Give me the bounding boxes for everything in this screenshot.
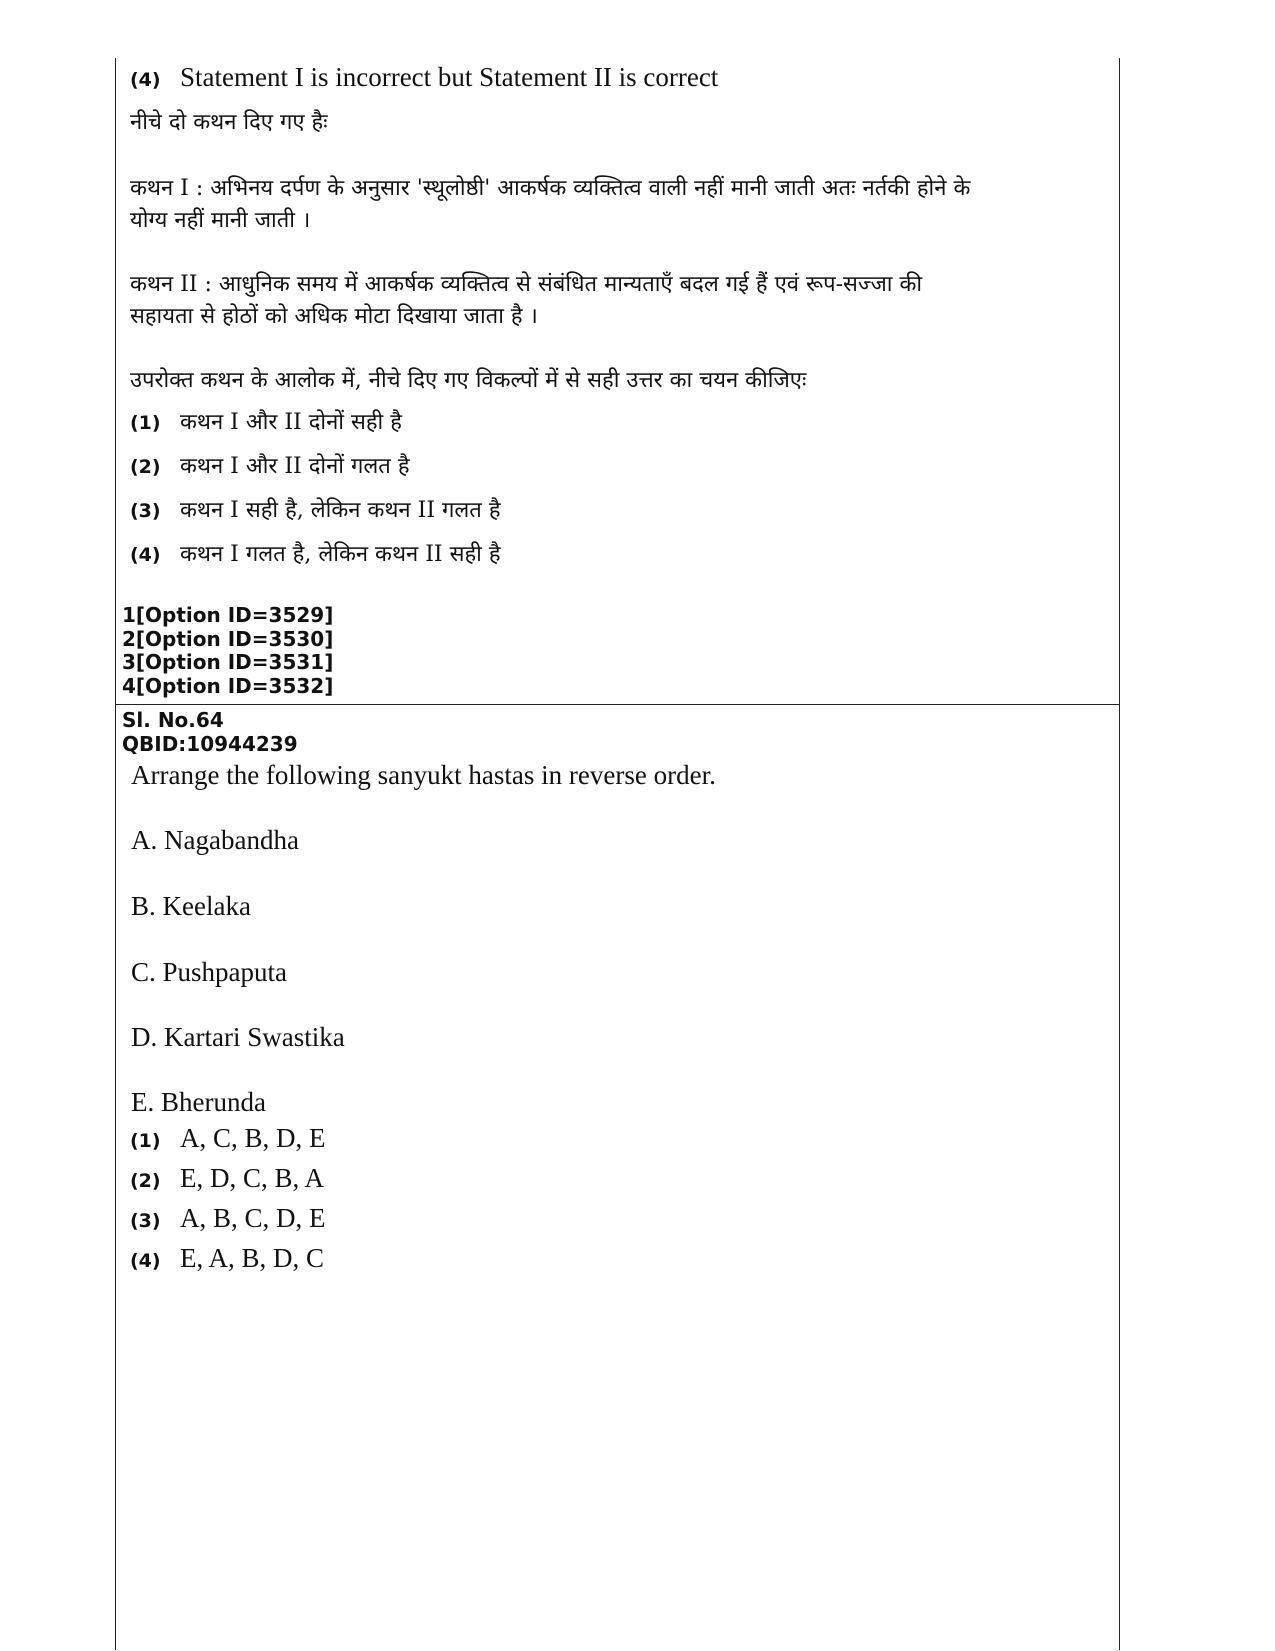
prev-option-1: [130, 406, 402, 436]
statement-1-line-2: योग्य नहीं मानी जाती ।: [130, 208, 311, 233]
option-text: कथन I सही है, लेकिन कथन II गलत है: [180, 498, 501, 523]
prev-option-4: [130, 62, 718, 93]
question-prompt: Arrange the following sanyukt hastas in reverse order.: [131, 760, 716, 790]
answer-option-3: [130, 1203, 326, 1234]
option-text: E, A, B, D, C: [180, 1243, 325, 1273]
option-number: (1): [130, 1130, 161, 1152]
option-text: E, D, C, B, A: [180, 1163, 325, 1193]
option-number: (4): [130, 69, 161, 91]
hindi-intro: नीचे दो कथन दिए गए हैः: [130, 110, 328, 135]
question-item-e: E. Bherunda: [131, 1087, 266, 1117]
qbid: QBID:10944239: [122, 731, 298, 756]
option-id-list: [122, 604, 333, 698]
option-text: कथन I और II दोनों सही है: [180, 410, 402, 435]
option-number: (3): [130, 500, 161, 522]
option-text: कथन I और II दोनों गलत है: [180, 454, 410, 479]
option-id: 1[Option ID=3529]: [122, 603, 334, 627]
option-id: 4[Option ID=3532]: [122, 673, 334, 698]
option-id: 2[Option ID=3530]: [122, 626, 334, 651]
serial-number: Sl. No.64: [122, 708, 224, 732]
question-meta: [122, 709, 298, 756]
hindi-instruction: उपरोक्त कथन के आलोक में, नीचे दिए गए विकल्पों में से सही उत्तर का चयन कीजिएः: [130, 368, 807, 393]
option-number: (4): [130, 1250, 161, 1272]
answer-option-2: [130, 1163, 324, 1194]
answer-option-1: [130, 1123, 326, 1154]
option-text: A, B, C, D, E: [180, 1203, 326, 1233]
question-item-c: C. Pushpaputa: [131, 957, 288, 987]
question-divider: [115, 704, 1120, 705]
question-item-d: D. Kartari Swastika: [131, 1022, 345, 1052]
option-number: (2): [130, 1170, 161, 1192]
prev-option-2: [130, 450, 410, 480]
option-number: (2): [130, 456, 161, 478]
option-number: (1): [130, 412, 161, 434]
answer-option-4: [130, 1243, 324, 1274]
option-text: कथन I गलत है, लेकिन कथन II सही है: [180, 542, 501, 567]
prev-option-3: [130, 494, 501, 524]
option-id: 3[Option ID=3531]: [122, 650, 334, 674]
question-item-a: A. Nagabandha: [131, 825, 299, 855]
option-number: (4): [130, 544, 161, 566]
question-item-b: B. Keelaka: [131, 891, 251, 921]
option-number: (3): [130, 1210, 161, 1232]
prev-option-4-hindi: [130, 538, 501, 568]
statement-2-line-2: सहायता से होठों को अधिक मोटा दिखाया जाता है ।: [130, 304, 538, 329]
option-text: A, C, B, D, E: [180, 1123, 326, 1153]
statement-2-line-1: कथन II : आधुनिक समय में आकर्षक व्यक्तित्व से संबंधित मान्यताएँ बदल गई हैं एवं रूप-सज्जा की: [130, 272, 923, 297]
option-text: Statement I is incorrect but Statement II is correct: [180, 62, 719, 92]
statement-1-line-1: कथन I : अभिनय दर्पण के अनुसार 'स्थूलोष्ठी' आकर्षक व्यक्तित्व वाली नहीं मानी जाती अतः नर्तकी होने के: [130, 176, 971, 201]
